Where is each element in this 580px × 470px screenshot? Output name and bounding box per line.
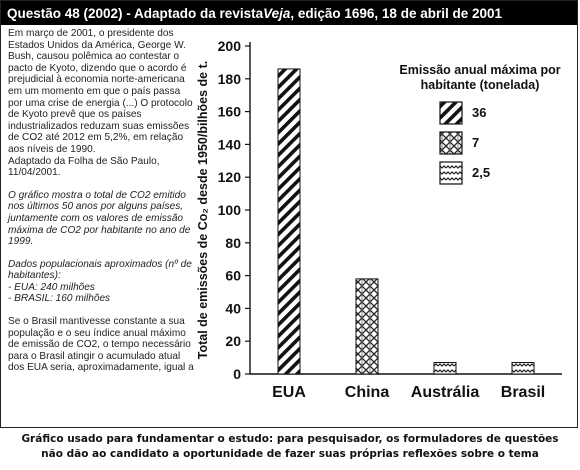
x-tick-label: EUA (272, 384, 306, 401)
y-axis-label: Total de emissões de Co₂ desde 1950/bilhões de t. (196, 60, 210, 360)
x-tick-label: China (344, 384, 390, 401)
y-tick-label: 160 (217, 103, 241, 120)
paragraph-kyoto: Em março de 2001, o presidente dos Estados Unidos da América, George W. Bush, causou polêmica ao contestar o pacto de Kyoto, dizendo que o acordo é prejudicial à economia norte-americana em um momento em que o país passa por uma crise de energia (...) O protocolo de Kyoto prevê que os países industrializados reduzam suas emissões de CO2 até 2012 em 5,2%, em relação aos níveis de 1990. (8, 28, 193, 155)
figure-caption (0, 432, 580, 462)
legend-label: 36 (472, 105, 487, 120)
x-tick-label: Brasil (500, 384, 546, 401)
legend-swatch-wave (440, 162, 462, 184)
y-tick-label: 140 (217, 136, 241, 153)
legend-label: 2,5 (472, 165, 491, 180)
y-tick-label: 100 (217, 202, 241, 218)
header-prefix: Questão 48 (2002) - Adaptado da revista (7, 5, 264, 21)
bar-eua (278, 69, 300, 374)
legend-title-line-2: habitante (tonelada) (420, 78, 540, 92)
emissions-chart (190, 26, 575, 406)
paragraph-chart-description: O gráfico mostra o total de CO2 emitido nos últimos 50 anos por alguns países, juntamente com os valores de emissão máxima de CO2 por habitante no ano de 1999. (8, 189, 191, 248)
question-header (1, 1, 577, 25)
legend-label: 7 (472, 135, 480, 150)
population-eua: - EUA: 240 milhões (8, 281, 95, 293)
y-tick-label: 40 (225, 300, 241, 317)
legend-swatch-cross (440, 132, 462, 154)
bar-austrália (434, 363, 456, 374)
bar-china (356, 279, 378, 374)
y-tick-label: 180 (217, 70, 241, 87)
paragraph-question: Se o Brasil mantivesse constante a sua população e o seu índice anual máximo de emissão de CO2, o tempo necessário para o Brasil atingir o acumulado atual dos EUA seria, aproximadamente, igual a (8, 316, 194, 374)
question-text (8, 28, 196, 385)
legend-title-line-1: Emissão anual máxima por (399, 63, 561, 77)
paragraph-population (8, 259, 196, 305)
x-tick-label: Austrália (410, 384, 480, 401)
y-tick-label: 20 (225, 333, 241, 350)
caption-line-2: não dão ao candidato a oportunidade de fazer suas próprias reflexões sobre o tema (41, 448, 539, 460)
y-tick-label: 60 (225, 267, 241, 284)
y-tick-label: 200 (217, 38, 241, 54)
y-tick-label: 120 (217, 169, 241, 186)
legend-swatch-diag (440, 102, 462, 124)
header-suffix: , edição 1696, 18 de abril de 2001 (290, 5, 502, 21)
y-tick-label: 0 (233, 366, 241, 382)
population-brasil: - BRASIL: 160 milhões (8, 293, 111, 305)
population-title: Dados populacionais aproximados (nº de habitantes): (8, 258, 192, 282)
y-tick-label: 80 (225, 234, 241, 251)
header-magazine: Veja (263, 5, 291, 21)
paragraph-source: Adaptado da Folha de São Paulo, 11/04/2001. (8, 155, 160, 179)
bar-brasil (512, 363, 534, 374)
caption-line-1: Gráfico usado para fundamentar o estudo: para pesquisador, os formuladores de questões (21, 433, 559, 445)
